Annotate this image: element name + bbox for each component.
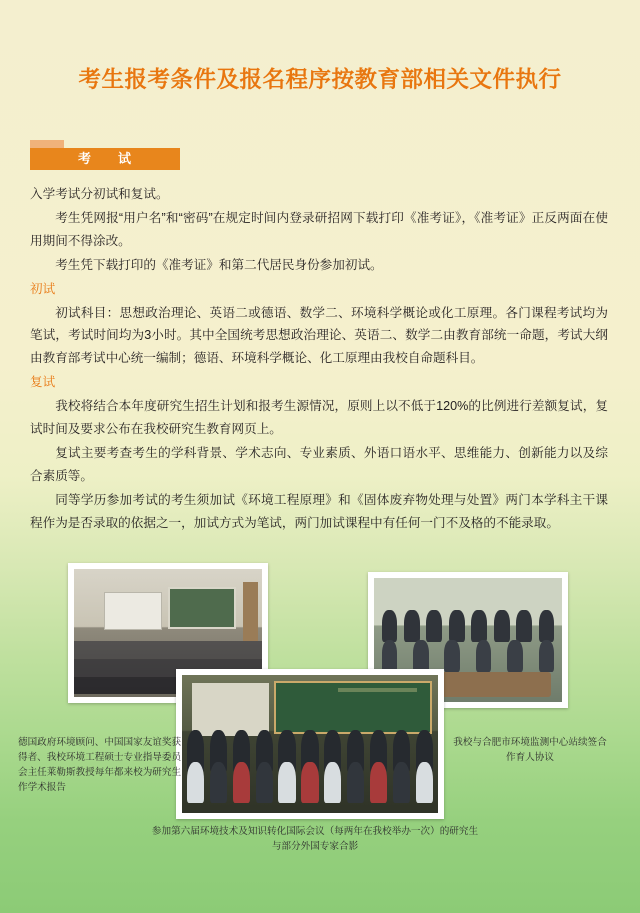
ribbon-tab-accent [30, 140, 64, 148]
photo-collage [0, 556, 640, 913]
paragraph: 复试主要考查考生的学科背景、学术志向、专业素质、外语口语水平、思维能力、创新能力以及综合素质等。 [30, 445, 608, 483]
projection-screen [104, 592, 162, 630]
audience-row [74, 641, 262, 659]
paragraph: 入学考试分初试和复试。 [30, 187, 169, 201]
people-row-front [382, 640, 555, 672]
section-heading-label: 考 试 [77, 151, 138, 166]
caption-cooperation-signing: 我校与合肥市环境监测中心站续签合作育人协议 [453, 737, 607, 763]
paragraph: 考生凭网报“用户名”和“密码”在规定时间内登录研招网下载打印《准考证》，《准考证》正反两面在使用期间不得涂改。 [30, 210, 608, 248]
people-row-front [187, 762, 433, 803]
paragraph: 考生凭下载打印的《准考证》和第二代居民身份参加初试。 [55, 257, 383, 272]
subsection-label-first-exam: 初试 [30, 281, 56, 296]
conference-banner [338, 688, 418, 692]
subsection-label-second-exam: 复试 [30, 375, 56, 390]
section-ribbon [30, 140, 180, 166]
green-chalkboard [274, 681, 432, 735]
page-title: 考生报考条件及报名程序按教育部相关文件执行 [78, 67, 562, 92]
conference-photo-scene [182, 675, 438, 813]
caption-classroom-lecture: 德国政府环境顾问、中国国家友谊奖获得者、我校环境工程硕士专业指导委员会主任莱勒斯教授每年都来校为研究生作学术报告 [18, 737, 182, 793]
projection-screen [192, 683, 269, 735]
ribbon-bar [30, 148, 180, 170]
paragraph: 我校将结合本年度研究生招生计划和报考生源情况，原则上以不低于120%的比例进行差额复试，复试时间及要求公布在我校研究生教育网页上。 [30, 399, 608, 437]
door [243, 582, 258, 641]
caption-international-conference: 参加第六届环境技术及知识转化国际会议（每两年在我校举办一次）的研究生与部分外国专家合影 [151, 826, 479, 852]
international-conference-photo [176, 669, 444, 819]
people-row-back [382, 610, 555, 642]
paragraph: 同等学历参加考试的考生须加试《环境工程原理》和《固体废弃物处理与处置》两门本学科主干课程作为是否录取的依据之一，加试方式为笔试，两门加试课程中有任何一门不及格的不能录取。 [30, 492, 608, 530]
body-text [30, 183, 608, 536]
paragraph: 初试科目：思想政治理论、英语二或德语、数学二、环境科学概论或化工原理。各门课程考试均为笔试，考试时间均为3小时。其中全国统考思想政治理论、英语二、数学二由教育部统一命题，考试大纲由教育部考试中心统一编制；德语、环境科学概论、化工原理由我校自命题科目。 [30, 305, 608, 366]
whiteboard [168, 587, 236, 629]
